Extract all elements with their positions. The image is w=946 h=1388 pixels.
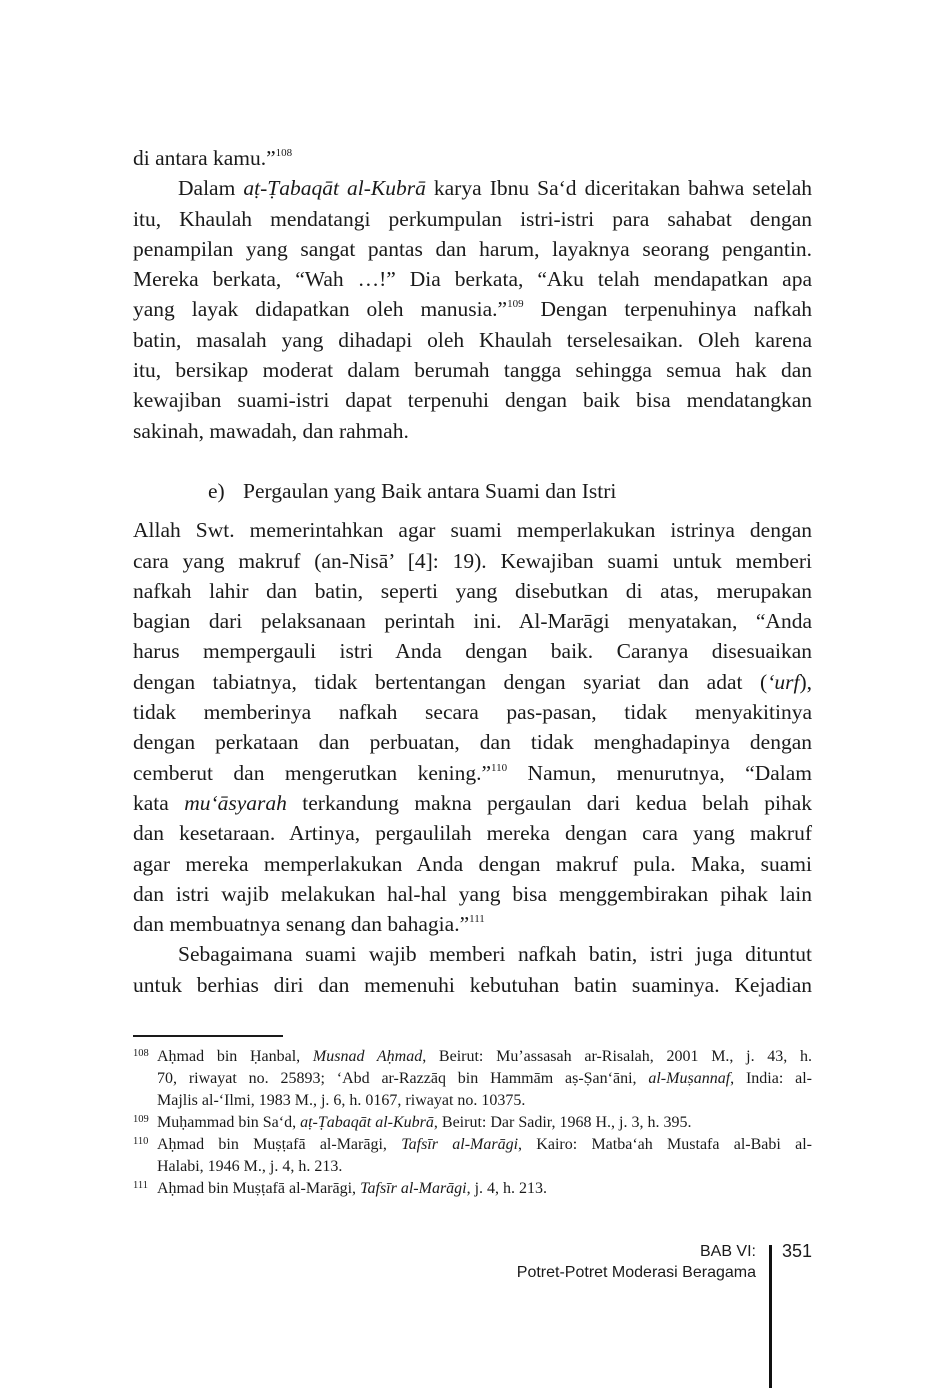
section-heading bbox=[133, 476, 812, 506]
paragraph-line bbox=[133, 758, 812, 788]
paragraph-line: batin, masalah yang dihadapi oleh Khaulah terselesaikan. Oleh karena bbox=[133, 327, 812, 352]
book-title: Musnad Aḥmad bbox=[312, 1048, 423, 1065]
footnote-line bbox=[157, 1112, 812, 1134]
footnote-110 bbox=[133, 1134, 812, 1178]
chapter-label: BAB VI: bbox=[699, 1243, 756, 1260]
footnote-number: 109 bbox=[133, 1114, 149, 1125]
paragraph-line: sakinah, mawadah, dan rahmah. bbox=[133, 418, 409, 443]
paragraph-line: harus mempergauli istri Anda dengan baik. Caranya disesuaikan bbox=[133, 639, 812, 664]
footnote-line bbox=[157, 1178, 812, 1200]
text-span: dan membuatnya senang dan bahagia.” bbox=[133, 912, 470, 937]
paragraph-line bbox=[133, 143, 812, 173]
text-span: , Kairo: Matba‘ah Mustafa al-Babi al- bbox=[518, 1136, 812, 1153]
paragraph-line: nafkah lahir dan batin, seperti yang disebutkan di atas, merupakan bbox=[133, 578, 812, 603]
italic-term: mu‘āsyarah bbox=[184, 790, 287, 815]
text-span: terkandung makna pergaulan dari kedua belah pihak bbox=[286, 790, 812, 815]
paragraph-line bbox=[133, 788, 812, 818]
paragraph-line bbox=[133, 909, 812, 939]
book-title: Tafsīr al-Marāgi bbox=[401, 1136, 519, 1153]
list-marker: e) bbox=[208, 478, 225, 503]
text-span: Muḥammad bin Sa‘d, bbox=[157, 1114, 301, 1131]
text-span: ), bbox=[799, 669, 812, 694]
paragraph-line: untuk berhias diri dan memenuhi kebutuhan batin suaminya. Kejadian bbox=[133, 972, 812, 997]
text-span: , Beirut: Dar Sadir, 1968 H., j. 3, h. 395. bbox=[433, 1114, 692, 1131]
text-span: kata bbox=[133, 790, 185, 815]
italic-term: ‘urf bbox=[767, 669, 800, 694]
book-title: aṭ-Ṭabaqāt al-Kubrā bbox=[300, 1114, 434, 1131]
paragraph-line bbox=[133, 173, 812, 203]
paragraph-line bbox=[133, 667, 812, 697]
footnotes bbox=[133, 1046, 812, 1200]
margin-vertical-rule bbox=[769, 1245, 772, 1388]
book-title: aṭ-Ṭabaqāt al-Kubrā bbox=[243, 176, 426, 201]
text-span: , j. 4, h. 213. bbox=[466, 1180, 548, 1197]
footnote-ref-110[interactable]: 110 bbox=[491, 761, 508, 774]
text-span: Aḥmad bin Ḥanbal, bbox=[157, 1048, 313, 1065]
paragraph-line: tidak memberinya nafkah secara pas-pasan, tidak menyakitinya bbox=[133, 700, 812, 725]
paragraph-line: itu, Khaulah mendatangi perkumpulan istri-istri para sahabat dengan bbox=[133, 206, 812, 231]
paragraph-line: itu, bersikap moderat dalam berumah tangga sehingga semua hak dan bbox=[133, 358, 812, 383]
page-number: 351 bbox=[782, 1241, 813, 1261]
footnote-108 bbox=[133, 1046, 812, 1112]
footnote-divider bbox=[133, 1035, 283, 1037]
footnote-number: 110 bbox=[133, 1136, 149, 1147]
book-title: al-Muṣannaf bbox=[648, 1070, 731, 1087]
paragraph-line: Sebagaimana suami wajib memberi nafkah batin, istri juga dituntut bbox=[178, 942, 812, 967]
heading-title: Pergaulan yang Baik antara Suami dan Istri bbox=[243, 478, 617, 503]
text-span: cemberut dan mengerutkan kening.” bbox=[133, 760, 492, 785]
text-span: Dalam bbox=[178, 176, 244, 201]
body-text bbox=[133, 143, 812, 1000]
text-span: karya Ibnu Sa‘d diceritakan bahwa setelah bbox=[425, 176, 813, 201]
footnote-number: 108 bbox=[133, 1048, 149, 1059]
footnote-number: 111 bbox=[133, 1180, 148, 1191]
text-span: 70, riwayat no. 25893; ‘Abd ar-Razzāq bin Hammām aṣ-Ṣan‘āni, bbox=[157, 1070, 649, 1087]
footnote-line: Majlis al-‘Ilmi, 1983 M., j. 6, h. 0167, riwayat no. 10375. bbox=[157, 1092, 526, 1109]
chapter-title: Potret-Potret Moderasi Beragama bbox=[516, 1264, 756, 1281]
footnote-ref-108[interactable]: 108 bbox=[275, 147, 293, 159]
text-span: dengan tabiatnya, tidak bertentangan dengan syariat dan adat ( bbox=[133, 669, 768, 694]
paragraph-line: Allah Swt. memerintahkan agar suami memperlakukan istrinya dengan bbox=[133, 518, 812, 543]
paragraph-line: bagian dari pelaksanaan perintah ini. Al-Marāgi menyatakan, “Anda bbox=[133, 609, 812, 634]
paragraph-line: cara yang makruf (an-Nisā’ [4]: 19). Kewajiban suami untuk memberi bbox=[133, 548, 812, 573]
text-span: di antara kamu.” bbox=[133, 146, 276, 170]
footnote-ref-111[interactable]: 111 bbox=[469, 913, 485, 926]
paragraph-line: agar mereka memperlakukan Anda dengan makruf pula. Maka, suami bbox=[133, 851, 812, 876]
footnote-line bbox=[157, 1046, 812, 1068]
paragraph-line: penampilan yang sangat pantas dan harum, layaknya seorang pengantin. bbox=[133, 236, 812, 261]
paragraph-line bbox=[133, 294, 812, 324]
paragraph-line: dan istri wajib melakukan hal-hal yang bisa menggembirakan pihak lain bbox=[133, 881, 812, 906]
footnote-line bbox=[157, 1134, 812, 1156]
text-span: Aḥmad bin Muṣṭafā al-Marāgi, bbox=[157, 1136, 402, 1153]
paragraph-line: dengan perkataan dan perbuatan, dan tidak menghadapinya dengan bbox=[133, 730, 812, 755]
paragraph-line: kewajiban suami-istri dapat terpenuhi dengan baik bisa mendatangkan bbox=[133, 388, 812, 413]
text-span: Dengan terpenuhinya nafkah bbox=[523, 297, 813, 322]
text-span: Namun, menurutnya, “Dalam bbox=[507, 760, 813, 785]
running-head bbox=[517, 1241, 756, 1283]
paragraph-line: dan kesetaraan. Artinya, pergaulilah mereka dengan cara yang makruf bbox=[133, 821, 812, 846]
footnote-line bbox=[133, 1068, 812, 1090]
footnote-109 bbox=[133, 1112, 812, 1134]
text-span: yang layak didapatkan oleh manusia.” bbox=[133, 297, 508, 322]
paragraph-line: Mereka berkata, “Wah …!” Dia berkata, “Aku telah mendapatkan apa bbox=[133, 267, 812, 292]
text-span: , Beirut: Mu’assasah ar-Risalah, 2001 M., j. 43, h. bbox=[422, 1048, 813, 1065]
book-title: Tafsīr al-Marāgi bbox=[360, 1180, 467, 1197]
footnote-ref-109[interactable]: 109 bbox=[507, 298, 524, 311]
footnote-line: Halabi, 1946 M., j. 4, h. 213. bbox=[157, 1158, 343, 1175]
text-span: Aḥmad bin Muṣṭafā al-Marāgi, bbox=[157, 1180, 361, 1197]
footnote-111 bbox=[133, 1178, 812, 1200]
text-span: , India: al- bbox=[730, 1070, 812, 1087]
